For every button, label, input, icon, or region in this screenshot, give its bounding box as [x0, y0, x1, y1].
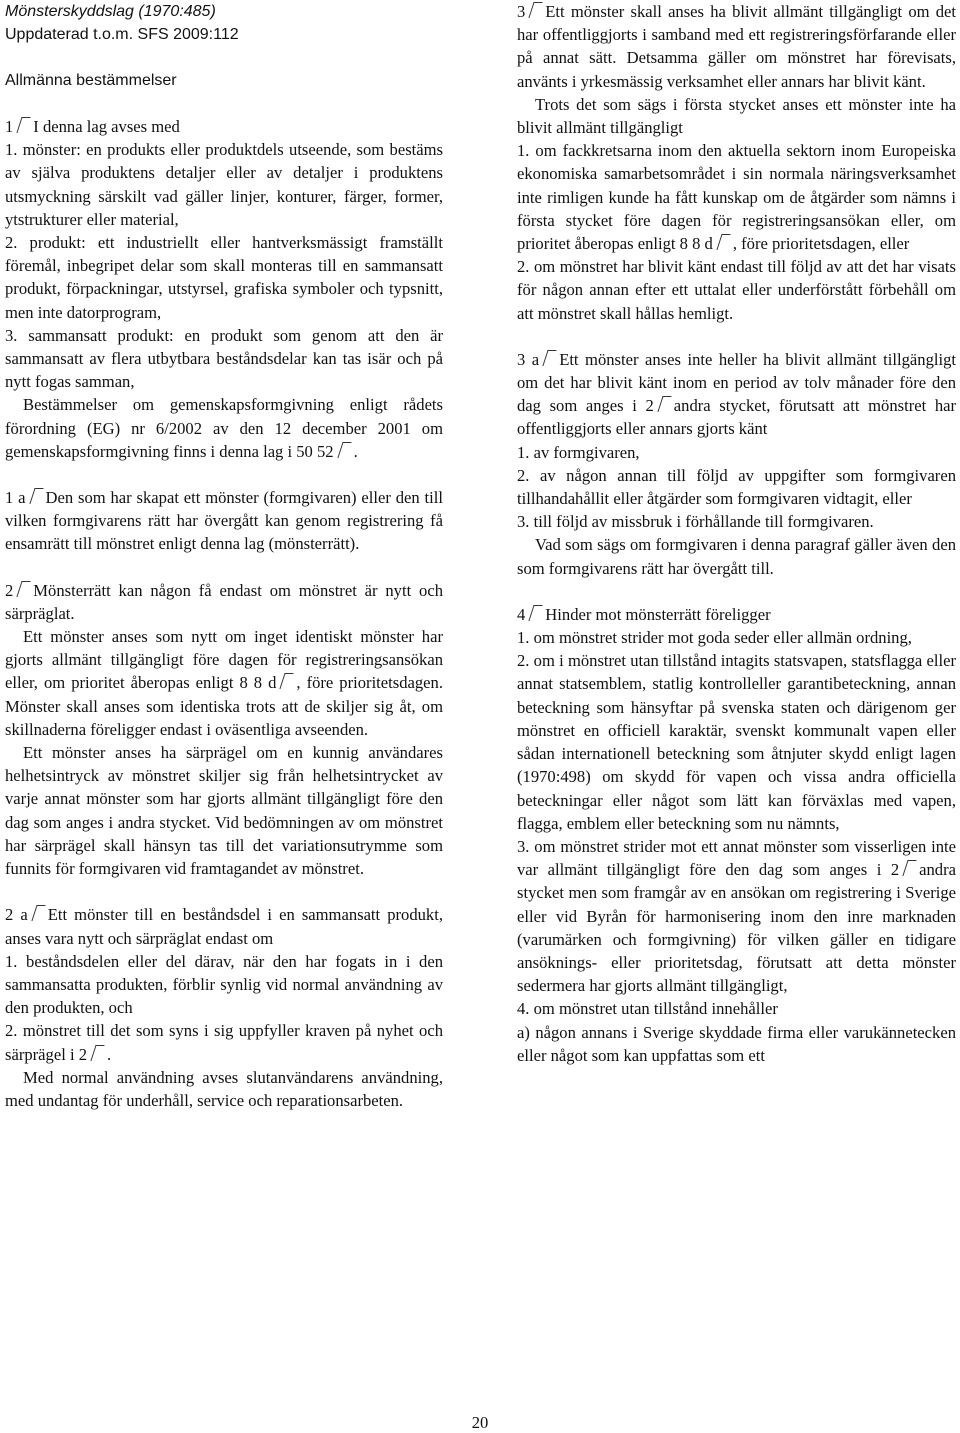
- paragraph: Vad som sägs om formgivaren i denna paragraf gäller även den som formgivarens rätt har övergått till.: [517, 535, 956, 578]
- paragraph: 1. av formgivaren,: [517, 442, 640, 462]
- section-text: Ett mönster anses inte heller ha blivit allmänt tillgängligt om det har blivit känt inom en period av tolv månader före den dag som anges i 2: [517, 349, 957, 416]
- section-sign-icon: [529, 2, 543, 18]
- update-note: Uppdaterad t.o.m. SFS 2009:112: [5, 26, 239, 43]
- paragraph-text: , före prioritetsdagen. Mönster skall anses som identiska trots att de skiljer sig åt, om skillnaderna föreligger endast i oväsentliga avseenden.: [5, 673, 443, 739]
- paragraph: [5, 625, 443, 741]
- section-sign-icon: [543, 350, 557, 366]
- section-text: andra stycket, förutsatt att mönstret har offentliggjorts eller annars gjorts känt: [517, 396, 957, 439]
- paragraph: 2. om mönstret har blivit känt endast till följd av att det har visats för någon annan efter ett uttalat eller underförstått förbehåll om att mönstret skall hållas hemligt.: [517, 257, 956, 323]
- section-label: 2: [5, 580, 14, 600]
- section-sign-icon: [31, 905, 45, 921]
- paragraph-text: .: [107, 1044, 112, 1064]
- paragraph: 2. produkt: ett industriellt eller hantverksmässigt framställt föremål, inbegripet delar som skall monteras till en sammansatt produkt, förpackningar, utstyrsel, grafiska symboler och typsnitt, men inte datorprogram,: [5, 233, 443, 322]
- section-label: 4: [517, 604, 526, 624]
- section-4: [517, 603, 956, 626]
- document-title: Mönsterskyddslag (1970:485): [5, 3, 216, 20]
- paragraph: [517, 139, 956, 255]
- section-1-heading: [5, 115, 443, 138]
- section-text: I denna lag avses med: [33, 117, 180, 136]
- section-sign-icon: [337, 442, 351, 458]
- section-text: Den som har skapat ett mönster (formgivaren) eller den till vilken formgivarens rätt har övergått kan genom registrering få ensamrätt till mönstret enligt denna lag (mönsterrätt).: [5, 488, 443, 554]
- paragraph: Med normal användning avses slutanvändarens användning, med undantag för underhåll, service och reparationsarbeten.: [5, 1067, 443, 1110]
- paragraph: [5, 1019, 443, 1065]
- paragraph: 2. av någon annan till följd av uppgifter som formgivaren tillhandahållit eller åtgärder som formgivaren vidtagit, eller: [517, 465, 956, 509]
- paragraph: 4. om mönstret utan tillstånd innehåller: [517, 999, 778, 1019]
- section-1a: [5, 486, 443, 556]
- chapter-heading: Allmänna bestämmelser: [5, 72, 177, 89]
- section-text: Mönsterrätt kan någon få endast om mönstret är nytt och särpräglat.: [5, 580, 443, 623]
- section-text: Ett mönster till en beståndsdel i en sammansatt produkt, anses vara nytt och särpräglat endast om: [5, 905, 443, 948]
- section-3: [517, 0, 956, 93]
- paragraph-text: 1. om fackkretsarna inom den aktuella sektorn inom Europeiska ekonomiska samarbetsområdet i sin normala näringsverksamhet inte rimligen kunde ha fått kunskap om de åtgärder som nämns i första stycket före dagen för registreringsansökan eller, om prioritet åberopas enligt 8 8 d: [517, 141, 956, 254]
- paragraph: Trots det som sägs i första stycket anses ett mönster inte ha blivit allmänt tillgängligt: [517, 94, 956, 138]
- paragraph: 1. beståndsdelen eller del därav, när den har fogats in i den sammansatta produkten, förblir synlig vid normal användning av den produkten, och: [5, 951, 443, 1018]
- paragraph: Ett mönster anses ha särprägel om en kunnig användares helhetsintryck av mönstret skiljer sig från helhetsintrycket av varje annat mönster som har gjorts allmänt tillgängligt före den dag som anges i andra stycket. Vid bedömningen av om mönstret har särprägel skall hänsyn tas till det variationsutrymme som funnits för formgivaren vid framtagandet av mönstret.: [5, 743, 443, 879]
- paragraph: 2. om i mönstret utan tillstånd intagits statsvapen, statsflagga eller annat statsemblem, statlig kontrolleller garantibeteckning, annan beteckning som hänsyftar på svenska staten och därigenom ger mönstret en officiell karaktär, svenskt kommunalt vapen eller sådan internationell beteckning som åtnjuter skydd enligt lagen (1970:498) om skydd för vapen och vissa andra officiella beteckningar eller något som lätt kan förväxlas med vapen, flagga, emblem eller beteckning som nu nämnts,: [517, 651, 956, 833]
- section-label: 1 a: [5, 488, 26, 508]
- paragraph: a) någon annans i Sverige skyddade firma eller varukännetecken eller något som kan uppfattas som ett: [517, 1022, 956, 1065]
- section-label: 1: [5, 117, 14, 136]
- paragraph: [517, 835, 956, 997]
- section-label: 3 a: [517, 349, 540, 369]
- section-sign-icon: [17, 581, 31, 597]
- paragraph: [5, 393, 443, 463]
- section-sign-icon: [280, 673, 294, 689]
- paragraph-text: .: [353, 441, 358, 461]
- section-sign-icon: [716, 234, 730, 250]
- paragraph-text: andra stycket men som framgår av en ansökan om registrering i Sverige eller vid Byrån för harmonisering inom den inre marknaden (varumärken och formgivning) för vilken gäller en tidigare ansöknings- eller prioritetsdag, förutsatt att detta mönster sedermera har gjorts allmänt tillgängligt,: [517, 860, 956, 996]
- right-column: [517, 0, 956, 1067]
- section-2a: [5, 903, 443, 949]
- paragraph: 1. mönster: en produkts eller produktdels utseende, som bestäms av själva produktens detaljer eller av detaljer i produktens utsmyckning särskilt vad gäller linjer, konturer, färger, former, ytstrukturer eller material,: [5, 140, 443, 229]
- paragraph-text: Ett mönster anses som nytt om inget identiskt mönster har gjorts allmänt tillgängligt före dagen för registreringsansökan eller, om prioritet åberopas enligt 8 8 d: [5, 627, 443, 693]
- paragraph: 1. om mönstret strider mot goda seder eller allmän ordning,: [517, 628, 912, 648]
- page-number: 20: [471, 1413, 489, 1432]
- section-3a: [517, 348, 956, 441]
- paragraph-text: 2. mönstret till det som syns i sig uppfyller kraven på nyhet och särprägel i 2: [5, 1021, 443, 1064]
- section-sign-icon: [657, 396, 671, 412]
- section-sign-icon: [903, 860, 917, 876]
- section-sign-icon: [90, 1045, 104, 1061]
- paragraph: 3. sammansatt produkt: en produkt som genom att den är sammansatt av flera utbytbara beståndsdelar kan tas isär och på nytt fogas samman,: [5, 325, 443, 392]
- section-text: Ett mönster skall anses ha blivit allmänt tillgängligt om det har offentliggjorts i samband med ett registreringsförfarande eller på annat sätt. Detsamma gäller om mönstret har förevisats, använts i yrkesmässig verksamhet eller annars har blivit känt.: [517, 2, 956, 91]
- section-sign-icon: [529, 605, 543, 621]
- section-label: 2 a: [5, 905, 28, 925]
- paragraph-text: 3. om mönstret strider mot ett annat mönster som visserligen inte var allmänt tillgängligt före den dag som anges i 2: [517, 836, 956, 880]
- left-column: [5, 0, 443, 1112]
- paragraph-text: , före prioritetsdagen, eller: [732, 234, 910, 254]
- section-text: Hinder mot mönsterrätt föreligger: [545, 604, 771, 624]
- paragraph: 3. till följd av missbruk i förhållande till formgivaren.: [517, 512, 874, 532]
- section-2: [5, 579, 443, 625]
- section-label: 3: [517, 2, 526, 21]
- paragraph-text: Bestämmelser om gemenskapsformgivning enligt rådets förordning (EG) nr 6/2002 av den 12 december 2001 om gemenskapsformgivning finns i denna lag i 50 52: [5, 395, 443, 461]
- section-sign-icon: [17, 117, 31, 133]
- section-sign-icon: [29, 488, 43, 504]
